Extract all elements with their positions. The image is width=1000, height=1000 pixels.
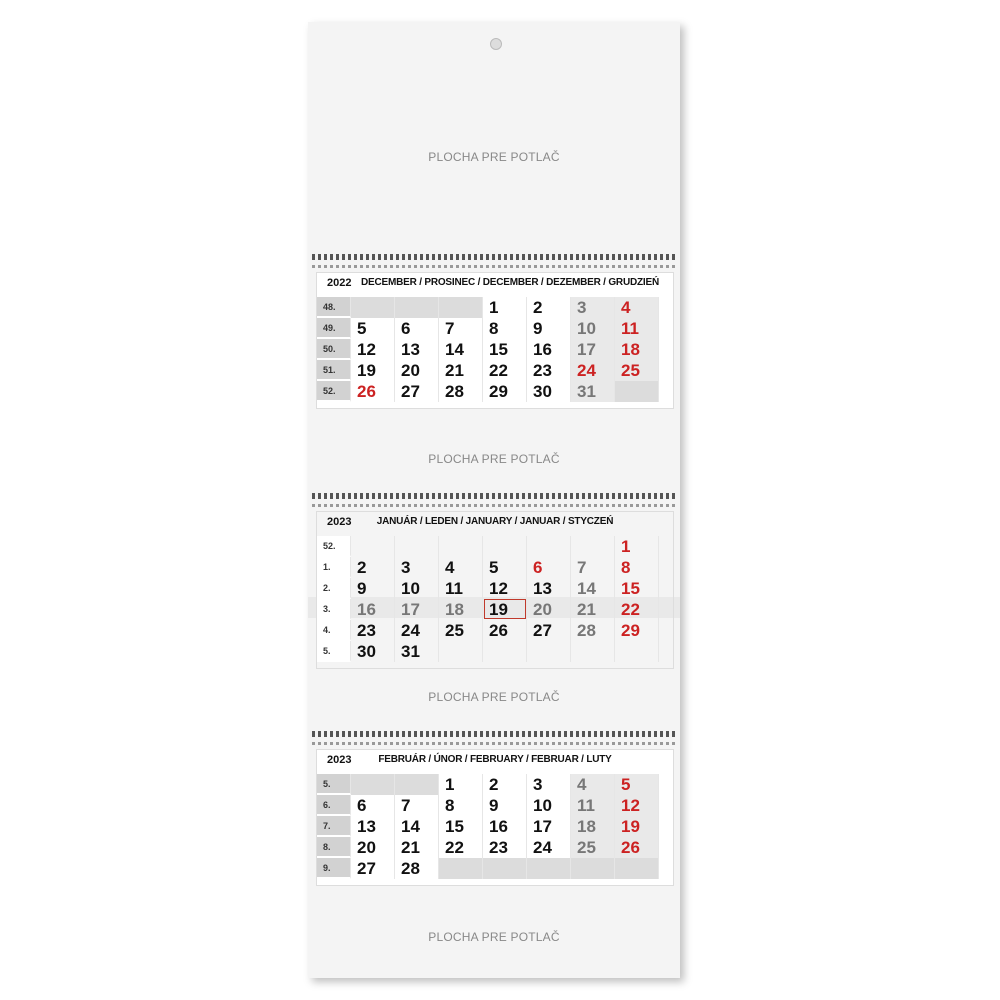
day-cell (527, 381, 571, 402)
day-number: 15 (445, 817, 464, 836)
day-cell (571, 599, 615, 620)
day-cell (615, 536, 659, 557)
day-cell (527, 297, 571, 318)
day-cell (395, 837, 439, 858)
week-number: 7. (317, 816, 351, 837)
week-row (317, 641, 673, 662)
day-number: 25 (621, 361, 640, 380)
day-number: 31 (401, 642, 420, 661)
empty-day-cell (351, 774, 395, 795)
day-cell (439, 557, 483, 578)
empty-day-cell (527, 536, 571, 557)
day-cell (571, 318, 615, 339)
week-row (317, 837, 673, 858)
hanging-hole (490, 38, 502, 50)
day-number: 8 (445, 796, 455, 815)
day-cell (439, 620, 483, 641)
month-title: FEBRUÁR / ÚNOR / FEBRUARY / FEBRUAR / LUTY (378, 754, 612, 765)
week-row (317, 318, 673, 339)
day-cell (571, 816, 615, 837)
empty-day-cell (439, 297, 483, 318)
day-number: 5 (621, 775, 631, 794)
month-grid (317, 536, 673, 662)
day-cell (395, 339, 439, 360)
day-number: 18 (577, 817, 596, 836)
year-label: 2023 (327, 754, 352, 766)
day-cell (351, 858, 395, 879)
day-number: 24 (401, 621, 420, 640)
day-cell (439, 318, 483, 339)
day-number: 28 (445, 382, 464, 401)
day-number: 2 (533, 298, 543, 317)
empty-day-cell (395, 536, 439, 557)
day-number: 12 (621, 796, 640, 815)
day-cell (351, 360, 395, 381)
week-number: 50. (317, 339, 351, 360)
day-cell (395, 381, 439, 402)
day-cell (571, 360, 615, 381)
empty-day-cell (615, 858, 659, 879)
day-cell (615, 837, 659, 858)
day-cell (615, 774, 659, 795)
day-number: 23 (357, 621, 376, 640)
day-number: 31 (577, 382, 596, 401)
week-row (317, 381, 673, 402)
year-label: 2022 (327, 277, 352, 289)
week-row (317, 360, 673, 381)
day-number: 24 (533, 838, 552, 857)
day-number: 17 (401, 600, 420, 619)
day-cell (351, 381, 395, 402)
day-cell (439, 339, 483, 360)
day-number: 21 (577, 600, 596, 619)
day-number: 14 (445, 340, 464, 359)
day-number: 10 (401, 579, 420, 598)
day-cell (571, 837, 615, 858)
day-cell (527, 557, 571, 578)
day-number: 5 (489, 558, 499, 577)
empty-day-cell (439, 858, 483, 879)
empty-day-cell (395, 774, 439, 795)
day-number: 27 (357, 859, 376, 878)
day-number: 11 (577, 796, 595, 815)
day-cell (615, 599, 659, 620)
week-row (317, 858, 673, 879)
week-row (317, 578, 673, 599)
day-number: 4 (577, 775, 587, 794)
day-cell (483, 599, 527, 620)
month-header (317, 512, 673, 536)
day-cell (483, 381, 527, 402)
day-cell (527, 318, 571, 339)
empty-day-cell (527, 641, 571, 662)
day-number: 6 (533, 558, 543, 577)
empty-day-cell (615, 381, 659, 402)
day-cell (351, 318, 395, 339)
day-number: 3 (533, 775, 543, 794)
day-number: 10 (577, 319, 596, 338)
month-footer (317, 662, 673, 668)
day-number: 18 (445, 600, 464, 619)
day-number: 4 (445, 558, 455, 577)
current-day-marker (484, 599, 526, 619)
day-number: 23 (533, 361, 552, 380)
week-row (317, 557, 673, 578)
empty-day-cell (351, 536, 395, 557)
day-number: 7 (577, 558, 587, 577)
day-number: 20 (357, 838, 376, 857)
empty-day-cell (527, 858, 571, 879)
day-number: 17 (577, 340, 596, 359)
day-number: 17 (533, 817, 552, 836)
spiral-dots-1 (312, 265, 678, 268)
day-number: 19 (357, 361, 376, 380)
day-number: 3 (577, 298, 587, 317)
day-cell (571, 578, 615, 599)
empty-day-cell (395, 297, 439, 318)
month-grid (317, 297, 673, 402)
day-cell (615, 816, 659, 837)
day-number: 12 (489, 579, 508, 598)
day-number: 16 (533, 340, 552, 359)
day-number: 9 (489, 796, 499, 815)
month-title: DECEMBER / PROSINEC / DECEMBER / DEZEMBER / GRUDZIEŃ (361, 277, 659, 288)
day-number: 14 (577, 579, 596, 598)
day-cell (483, 318, 527, 339)
week-number: 5. (317, 774, 351, 795)
day-number: 12 (357, 340, 376, 359)
day-number: 26 (621, 838, 640, 857)
day-number: 3 (401, 558, 411, 577)
day-cell (527, 620, 571, 641)
day-number: 2 (357, 558, 367, 577)
month-footer (317, 402, 673, 408)
day-cell (483, 620, 527, 641)
day-number: 9 (533, 319, 543, 338)
empty-day-cell (439, 536, 483, 557)
day-number: 8 (489, 319, 499, 338)
day-cell (571, 795, 615, 816)
day-number: 28 (577, 621, 596, 640)
day-number: 2 (489, 775, 499, 794)
day-number: 24 (577, 361, 596, 380)
spiral-binding-3 (312, 731, 678, 737)
day-cell (527, 816, 571, 837)
day-number: 22 (445, 838, 464, 857)
day-cell (571, 620, 615, 641)
day-cell (351, 837, 395, 858)
day-cell (615, 297, 659, 318)
day-cell (395, 318, 439, 339)
spiral-dots-3 (312, 742, 678, 745)
day-cell (395, 620, 439, 641)
day-cell (615, 578, 659, 599)
day-cell (395, 557, 439, 578)
month-grid (317, 774, 673, 879)
day-number: 15 (489, 340, 508, 359)
day-cell (439, 599, 483, 620)
empty-day-cell (571, 536, 615, 557)
day-number: 20 (401, 361, 420, 380)
day-number: 4 (621, 298, 631, 317)
day-cell (351, 795, 395, 816)
day-cell (351, 557, 395, 578)
day-cell (527, 339, 571, 360)
week-number: 5. (317, 641, 351, 662)
day-number: 16 (489, 817, 508, 836)
day-number: 13 (357, 817, 376, 836)
day-number: 29 (489, 382, 508, 401)
day-cell (395, 795, 439, 816)
day-cell (571, 339, 615, 360)
day-cell (439, 360, 483, 381)
day-cell (571, 774, 615, 795)
day-number: 19 (621, 817, 640, 836)
day-number: 20 (533, 600, 552, 619)
day-cell (439, 381, 483, 402)
day-cell (351, 641, 395, 662)
day-cell (483, 795, 527, 816)
day-number: 1 (621, 537, 631, 556)
week-number: 4. (317, 620, 351, 641)
week-number: 49. (317, 318, 351, 339)
day-number: 9 (357, 579, 367, 598)
day-cell (395, 578, 439, 599)
day-number: 18 (621, 340, 640, 359)
day-cell (351, 578, 395, 599)
week-number: 6. (317, 795, 351, 816)
spiral-dots-2 (312, 504, 678, 507)
day-number: 22 (621, 600, 640, 619)
day-number: 27 (401, 382, 420, 401)
day-number: 11 (445, 579, 463, 598)
day-cell (527, 599, 571, 620)
day-number: 13 (401, 340, 420, 359)
day-cell (483, 339, 527, 360)
day-cell (483, 578, 527, 599)
day-cell (351, 599, 395, 620)
day-number: 8 (621, 558, 631, 577)
day-number: 26 (489, 621, 508, 640)
day-cell (439, 837, 483, 858)
day-number: 21 (445, 361, 464, 380)
day-number: 30 (533, 382, 552, 401)
week-number: 52. (317, 381, 351, 402)
day-number: 1 (445, 775, 455, 794)
day-cell (483, 774, 527, 795)
week-row (317, 795, 673, 816)
day-cell (351, 339, 395, 360)
week-row (317, 297, 673, 318)
month-block-february (316, 749, 674, 886)
day-cell (483, 360, 527, 381)
day-number: 7 (401, 796, 411, 815)
week-number: 52. (317, 536, 351, 557)
empty-day-cell (439, 641, 483, 662)
day-number: 29 (621, 621, 640, 640)
week-number: 9. (317, 858, 351, 879)
day-number: 25 (577, 838, 596, 857)
day-cell (527, 795, 571, 816)
day-cell (527, 360, 571, 381)
empty-day-cell (615, 641, 659, 662)
week-number: 48. (317, 297, 351, 318)
day-cell (615, 318, 659, 339)
day-cell (395, 858, 439, 879)
day-number: 15 (621, 579, 640, 598)
empty-day-cell (351, 297, 395, 318)
day-number: 30 (357, 642, 376, 661)
day-cell (395, 641, 439, 662)
day-number: 7 (445, 319, 455, 338)
month-block-january (316, 511, 674, 669)
week-row (317, 536, 673, 557)
day-cell (571, 297, 615, 318)
week-number: 1. (317, 557, 351, 578)
month-title: JANUÁR / LEDEN / JANUARY / JANUAR / STYCZEŃ (376, 516, 614, 527)
day-number: 16 (357, 600, 376, 619)
empty-day-cell (571, 641, 615, 662)
week-row (317, 599, 673, 620)
day-cell (483, 837, 527, 858)
week-number: 51. (317, 360, 351, 381)
day-cell (483, 297, 527, 318)
day-cell (571, 557, 615, 578)
empty-day-cell (483, 641, 527, 662)
spiral-binding-2 (312, 493, 678, 499)
day-number: 1 (489, 298, 499, 317)
week-row (317, 620, 673, 641)
day-cell (615, 620, 659, 641)
day-number: 27 (533, 621, 552, 640)
print-area-label-bottom: PLOCHA PRE POTLAČ (428, 930, 560, 944)
year-label: 2023 (327, 516, 352, 528)
day-number: 26 (357, 382, 376, 401)
day-number: 25 (445, 621, 464, 640)
day-number: 11 (621, 319, 639, 338)
day-cell (527, 837, 571, 858)
month-header (317, 273, 673, 297)
day-cell (439, 578, 483, 599)
day-cell (527, 578, 571, 599)
day-number: 10 (533, 796, 552, 815)
day-cell (483, 557, 527, 578)
week-row (317, 339, 673, 360)
spiral-binding-1 (312, 254, 678, 260)
day-cell (615, 339, 659, 360)
print-area-label-1: PLOCHA PRE POTLAČ (428, 452, 560, 466)
month-block-december (316, 272, 674, 409)
day-number: 13 (533, 579, 552, 598)
day-cell (439, 816, 483, 837)
day-number: 21 (401, 838, 420, 857)
day-number: 6 (401, 319, 411, 338)
day-cell (483, 816, 527, 837)
week-row (317, 816, 673, 837)
week-number: 3. (317, 599, 351, 620)
week-number: 8. (317, 837, 351, 858)
month-header (317, 750, 673, 774)
day-cell (439, 774, 483, 795)
month-footer (317, 879, 673, 885)
day-cell (351, 620, 395, 641)
empty-day-cell (571, 858, 615, 879)
day-cell (395, 599, 439, 620)
day-cell (527, 774, 571, 795)
day-cell (571, 381, 615, 402)
day-number: 6 (357, 796, 367, 815)
day-number: 19 (489, 600, 508, 619)
week-row (317, 774, 673, 795)
day-number: 22 (489, 361, 508, 380)
day-number: 14 (401, 817, 420, 836)
day-cell (615, 557, 659, 578)
day-number: 28 (401, 859, 420, 878)
day-cell (615, 795, 659, 816)
day-cell (395, 816, 439, 837)
empty-day-cell (483, 536, 527, 557)
day-number: 23 (489, 838, 508, 857)
empty-day-cell (483, 858, 527, 879)
print-area-label-top: PLOCHA PRE POTLAČ (428, 150, 560, 164)
day-cell (395, 360, 439, 381)
day-cell (351, 816, 395, 837)
week-number: 2. (317, 578, 351, 599)
day-cell (615, 360, 659, 381)
day-cell (439, 795, 483, 816)
print-area-label-2: PLOCHA PRE POTLAČ (428, 690, 560, 704)
day-number: 5 (357, 319, 367, 338)
